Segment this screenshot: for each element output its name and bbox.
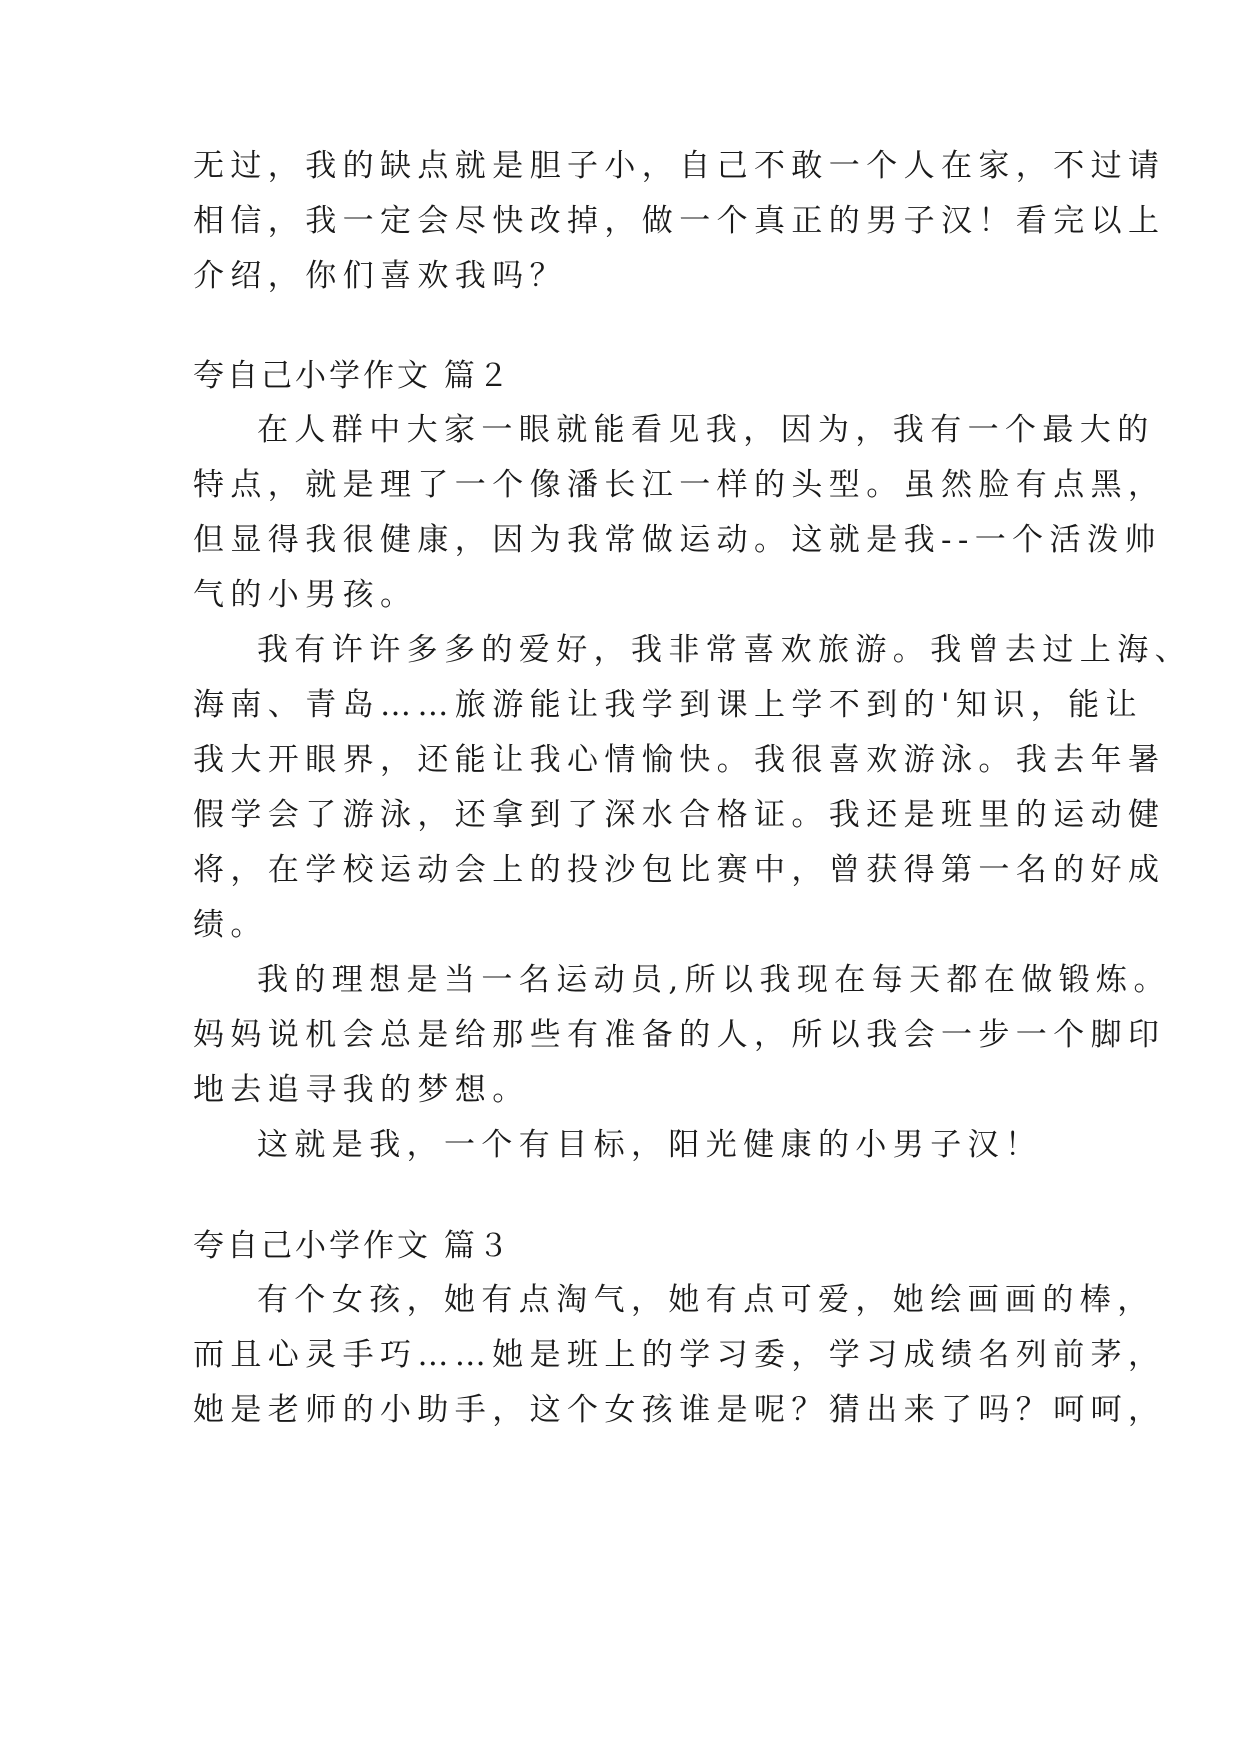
text-line: 将，在学校运动会上的投沙包比赛中，曾获得第一名的好成	[193, 852, 1166, 888]
section-heading: 夸自己小学作文 篇３	[193, 1228, 512, 1264]
text-line: 在人群中大家一眼就能看见我，因为，我有一个最大的	[257, 412, 1155, 448]
text-line: 相信，我一定会尽快改掉，做一个真正的男子汉！看完以上	[193, 203, 1166, 239]
text-line: 无过，我的缺点就是胆子小，自己不敢一个人在家，不过请	[193, 148, 1166, 184]
text-line: 介绍，你们喜欢我吗？	[193, 258, 567, 294]
text-line: 我的理想是当一名运动员,所以我现在每天都在做锻炼。	[257, 962, 1171, 998]
text-line: 这就是我，一个有目标，阳光健康的小男子汉！	[257, 1127, 1043, 1163]
text-line: 我有许许多多的爱好，我非常喜欢旅游。我曾去过上海、	[257, 632, 1192, 668]
text-line: 绩。	[193, 907, 268, 943]
text-line: 气的小男孩。	[193, 577, 418, 613]
text-line: 我大开眼界，还能让我心情愉快。我很喜欢游泳。我去年暑	[193, 742, 1166, 778]
text-line: 海南、青岛……旅游能让我学到课上学不到的'知识，能让	[193, 687, 1143, 723]
text-line: 但显得我很健康，因为我常做运动。这就是我--一个活泼帅	[193, 522, 1162, 558]
text-line: 而且心灵手巧……她是班上的学习委，学习成绩名列前茅，	[193, 1337, 1166, 1373]
section-heading: 夸自己小学作文 篇２	[193, 358, 512, 394]
text-line: 妈妈说机会总是给那些有准备的人，所以我会一步一个脚印	[193, 1017, 1166, 1053]
text-line: 有个女孩，她有点淘气，她有点可爱，她绘画画的棒，	[257, 1282, 1155, 1318]
text-line: 地去追寻我的梦想。	[193, 1072, 530, 1108]
text-line: 特点，就是理了一个像潘长江一样的头型。虽然脸有点黑，	[193, 467, 1166, 503]
text-line: 假学会了游泳，还拿到了深水合格证。我还是班里的运动健	[193, 797, 1166, 833]
text-line: 她是老师的小助手，这个女孩谁是呢？猜出来了吗？呵呵，	[193, 1392, 1166, 1428]
